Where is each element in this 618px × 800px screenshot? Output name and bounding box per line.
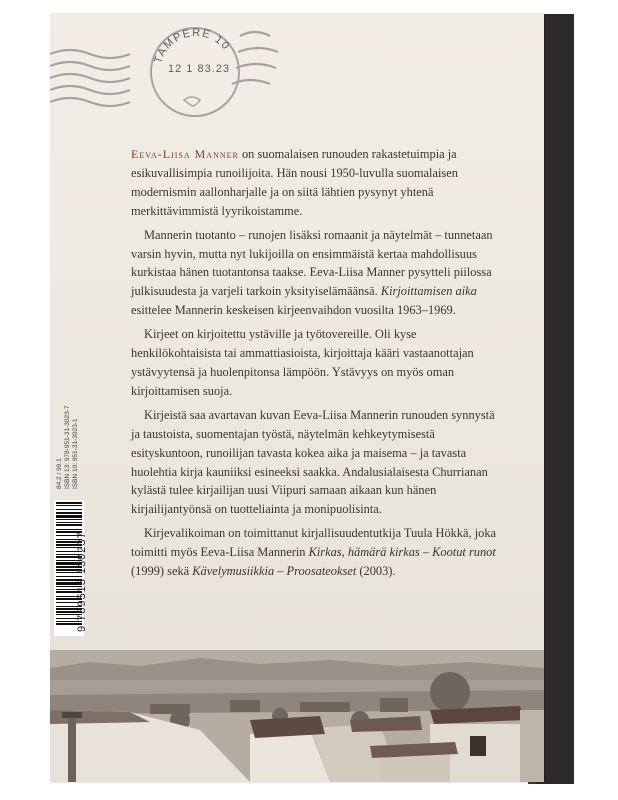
barcode-bar	[56, 529, 82, 530]
back-cover	[50, 14, 544, 782]
barcode-bar	[56, 512, 82, 514]
barcode-bar	[56, 519, 82, 520]
landscape-photo	[50, 650, 544, 782]
blurb-paragraph: Kirjevalikoiman on toimittanut kirjallisuudentutkija Tuula Hökkä, joka toimitti myös Eeva-Liisa Mannerin Kirkas, hämärä kirkas – Kootut runot (1999) sekä Kävelymusiikkia – Proosateokset (2003).	[131, 526, 497, 579]
blurb-paragraph: Mannerin tuotanto – runojen lisäksi romaanit ja näytelmät – tunnetaan varsin hyvin, mutta nyt lukijoilla on ensimmäistä kertaa mahdollisuus kurkistaa hänen tuotantonsa taakse. Eeva-Liisa Manner pysytteli piilossa julkisuudesta ja varjeli tarkoin yksityiselämäänsä. Kirjoittamisen aika esittelee Mannerin keskeisen kirjeenvaihdon vuosilta 1963–1969.	[131, 227, 493, 318]
isbn-10: ISBN 10: 951-31-3023-1	[72, 418, 79, 489]
barcode-bar	[56, 515, 82, 518]
book-title: Kirkas, hämärä kirkas – Kootut runot	[308, 545, 496, 560]
blurb-paragraph: Eeva-Liisa Manner on suomalaisen runouden rakastetuimpia ja esikuvallisimpia runoilijoita. Hän nousi 1950-luvulla suomalaisen modernismin aallonharjalle ja on siitä lähtien pysynyt yhtenä merkittävimmistä lyyrikoistamme.	[131, 147, 458, 218]
barcode-bar	[56, 524, 82, 526]
blurb-text	[131, 145, 499, 586]
barcode-bar	[56, 509, 82, 510]
postmark-date: 12 1 83.23	[168, 63, 230, 75]
blurb-paragraph: Kirjeistä saa avartavan kuvan Eeva-Liisa Mannerin runouden synnystä ja taustoista, suomentajan työstä, näytelmän kehkeytymisestä esityskuntoon, runoilijan tavasta kokea aika ja maisema – ja tavasta huolehtia kirja kauniiksi esineeksi saakka. Andalusialaisesta Churrianan kylästä tulee kirjailijan uusi Viipuri samaan aikaan kun hänen kirjailijantyönsä on tuotteliainta ja monipuolisinta.	[131, 407, 495, 517]
barcode-number: 9 789513 130237	[76, 531, 88, 632]
book-title: Kirjoittamisen aika	[380, 284, 477, 299]
barcode-bar	[56, 505, 82, 506]
isbn-13: ISBN 13: 978-951-31-3023-7	[64, 405, 71, 489]
barcode-bar	[56, 522, 82, 523]
class-code: 84.2 / 99.1	[56, 458, 63, 489]
barcode-bar	[56, 502, 82, 504]
book-title: Kävelymusiikkia – Proosateokset	[192, 564, 357, 579]
author-name: Eeva-Liisa Manner	[131, 147, 239, 161]
postmark-city-text	[50, 14, 544, 144]
svg-text:TAMPERE 10: TAMPERE 10	[152, 26, 233, 65]
blurb-paragraph: Kirjeet on kirjoitettu ystäville ja työtovereille. Oli kyse henkilökohtaisista tai ammattiasioista, kirjoittaja kääri vastaanottajan ystävyytensä ja huolenpitonsa lämpöön. Ystävyys on myös oman kirjoittamisen suoja.	[131, 327, 474, 398]
